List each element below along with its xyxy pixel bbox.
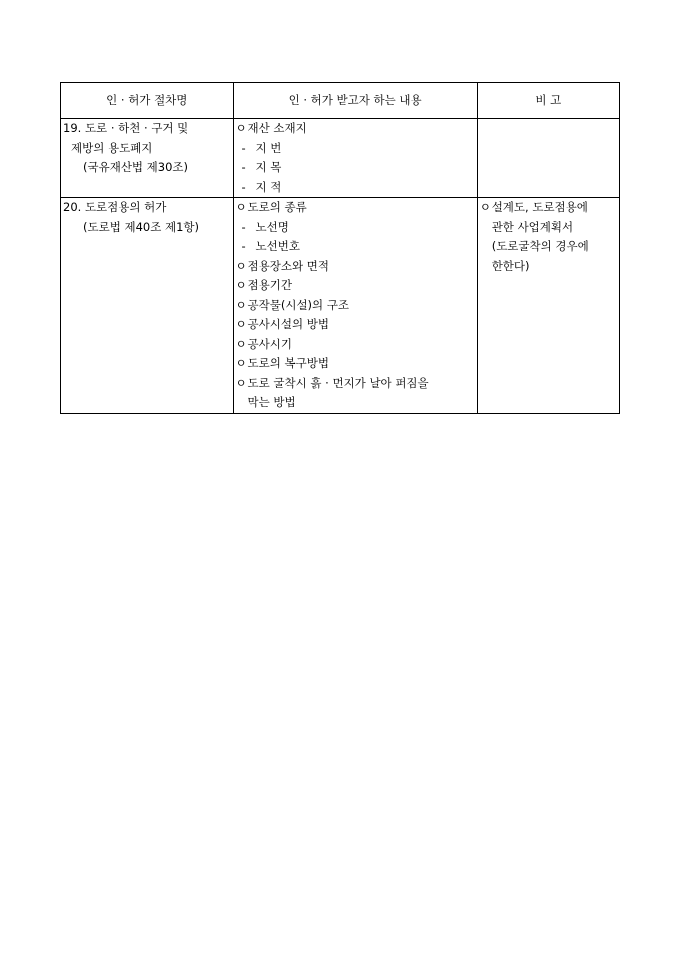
dash-marker: - xyxy=(241,219,246,234)
content-item xyxy=(236,119,475,139)
content-item-text: 공작물(시설)의 구조 xyxy=(247,297,350,312)
content-subitem xyxy=(236,139,475,159)
content-item xyxy=(236,354,475,374)
bullet-marker: ㅇ xyxy=(235,278,247,292)
bullet-marker: ㅇ xyxy=(235,297,247,312)
remarks-cell xyxy=(477,119,619,198)
procedure-law-reference: (도로법 제40조 제1항) xyxy=(83,219,199,234)
remarks-cell xyxy=(477,198,619,414)
table-header xyxy=(61,83,620,119)
table-row xyxy=(61,198,620,414)
remarks-item-continuation xyxy=(480,237,617,257)
content-item-text: 도로 굴착시 흙 · 먼지가 날아 퍼짐을 xyxy=(247,375,429,390)
header-row xyxy=(61,83,620,119)
content-item-text: 도로의 종류 xyxy=(247,200,307,214)
content-item xyxy=(236,335,475,355)
content-item-text: 공사시설의 방법 xyxy=(247,317,329,331)
bullet-marker: ㅇ xyxy=(235,121,247,135)
bullet-marker: ㅇ xyxy=(235,258,247,273)
content-item-text: 점용기간 xyxy=(247,278,292,292)
header-permit-content: 인 · 허가 받고자 하는 내용 xyxy=(233,83,477,119)
content-cell xyxy=(233,119,477,198)
header-procedure-name: 인 · 허가 절차명 xyxy=(61,83,234,119)
content-subitem-text: 노선명 xyxy=(255,219,289,234)
content-cell xyxy=(233,198,477,414)
remarks-text: (도로굴착의 경우에 xyxy=(491,239,589,253)
remarks-item-continuation xyxy=(480,218,617,238)
table-body xyxy=(61,119,620,414)
content-item xyxy=(236,276,475,296)
dash-marker: - xyxy=(241,160,246,174)
content-item-text: 공사시기 xyxy=(247,336,292,351)
remarks-item-continuation xyxy=(480,257,617,277)
content-item xyxy=(236,374,475,394)
content-subitem xyxy=(236,237,475,257)
permit-procedure-table xyxy=(60,82,620,414)
content-item-continuation xyxy=(236,393,475,413)
bullet-marker: ㅇ xyxy=(235,356,247,370)
dash-marker: - xyxy=(241,179,246,194)
content-item-text: 막는 방법 xyxy=(247,395,296,409)
content-subitem-text: 지 적 xyxy=(255,179,282,194)
bullet-marker: ㅇ xyxy=(235,375,247,390)
content-subitem xyxy=(236,158,475,178)
procedure-line: 제방의 용도폐지 xyxy=(71,140,153,155)
procedure-law-reference: (국유재산법 제30조) xyxy=(83,160,189,174)
bullet-marker: ㅇ xyxy=(235,336,247,351)
remarks-text: 관한 사업계획서 xyxy=(491,219,574,234)
content-item xyxy=(236,198,475,218)
content-item xyxy=(236,296,475,316)
content-subitem xyxy=(236,218,475,238)
remarks-text: 한한다) xyxy=(491,258,530,273)
content-item xyxy=(236,315,475,335)
procedure-cell xyxy=(61,198,234,414)
dash-marker: - xyxy=(241,140,246,155)
content-subitem-text: 지 번 xyxy=(255,140,282,155)
remarks-item xyxy=(480,198,617,218)
content-item-text: 도로의 복구방법 xyxy=(247,356,329,370)
content-subitem-text: 노선번호 xyxy=(255,239,300,253)
content-subitem xyxy=(236,178,475,198)
content-item-text: 재산 소재지 xyxy=(247,121,307,135)
table-row xyxy=(61,119,620,198)
remarks-text: 설계도, 도로점용에 xyxy=(491,200,588,214)
bullet-marker: ㅇ xyxy=(235,317,247,331)
content-item xyxy=(236,257,475,277)
bullet-marker: ㅇ xyxy=(235,200,247,214)
content-item-text: 점용장소와 면적 xyxy=(247,258,329,273)
header-remarks: 비 고 xyxy=(477,83,619,119)
bullet-marker: ㅇ xyxy=(479,200,491,214)
content-subitem-text: 지 목 xyxy=(255,160,282,174)
dash-marker: - xyxy=(241,239,246,253)
procedure-line: 19. 도로 · 하천 · 구거 및 xyxy=(63,121,189,135)
procedure-line: 20. 도로점용의 허가 xyxy=(63,200,167,214)
procedure-cell xyxy=(61,119,234,198)
